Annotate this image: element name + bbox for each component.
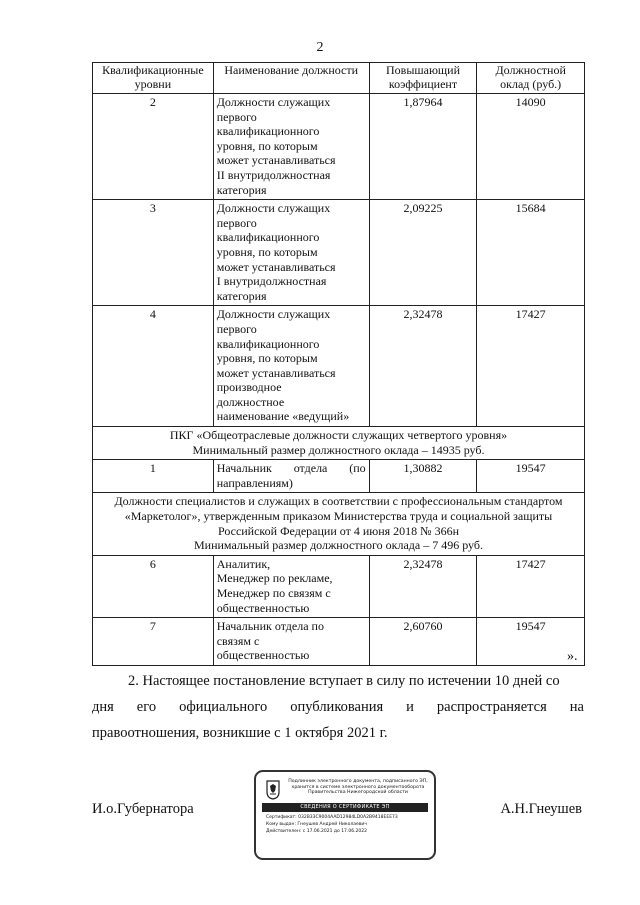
paragraph-line: 2. Настоящее постановление вступает в силу по истечении 10 дней со bbox=[128, 673, 560, 689]
stamp-title: СВЕДЕНИЯ О СЕРТИФИКАТЕ ЭП bbox=[262, 803, 428, 812]
salary-cell: 19547 bbox=[477, 618, 585, 666]
section-pkg-heading: ПКГ «Общеотраслевые должности служащих четвертого уровня» Минимальный размер должностного оклада – 14935 руб. bbox=[93, 427, 585, 460]
coat-of-arms-icon bbox=[266, 780, 280, 800]
table-row bbox=[93, 555, 585, 617]
salary-cell: 17427 bbox=[477, 555, 585, 617]
salary-table bbox=[92, 62, 585, 666]
paragraph-line: дня его официального опубликования и распространяется на bbox=[92, 699, 584, 715]
header-levels: Квалификационные уровни bbox=[93, 63, 214, 94]
paragraph-line: правоотношения, возникшие с 1 октября 2021 г. bbox=[92, 725, 388, 741]
coefficient-cell: 2,32478 bbox=[369, 306, 477, 427]
table-row bbox=[93, 200, 585, 306]
coefficient-cell: 2,32478 bbox=[369, 555, 477, 617]
header-salary: Должностной оклад (руб.) bbox=[477, 63, 585, 94]
certificate-validity: Действителен: с 17.06.2021 до 17.06.2022 bbox=[266, 829, 367, 834]
stamp-info bbox=[266, 814, 431, 835]
paragraph-2 bbox=[92, 668, 584, 746]
level-cell: 7 bbox=[93, 618, 214, 666]
position-cell: Должности служащих первого квалификационного уровня, по которым может устанавливаться I внутридолжностная категория bbox=[213, 200, 369, 306]
position-cell: Аналитик, Менеджер по рекламе, Менеджер по связям с общественностью bbox=[213, 555, 369, 617]
position-cell: Начальник отдела (по направлениям) bbox=[213, 460, 369, 493]
salary-cell: 15684 bbox=[477, 200, 585, 306]
section-row bbox=[93, 493, 585, 555]
salary-cell: 19547 bbox=[477, 460, 585, 493]
table-row bbox=[93, 460, 585, 493]
table-row bbox=[93, 94, 585, 200]
page-number: 2 bbox=[316, 40, 324, 55]
signatory-title: И.о.Губернатора bbox=[92, 801, 194, 817]
signatory-name: А.Н.Гнеушев bbox=[500, 801, 582, 817]
level-cell: 4 bbox=[93, 306, 214, 427]
level-cell: 1 bbox=[93, 460, 214, 493]
closing-quote: ». bbox=[567, 649, 578, 664]
header-position: Наименование должности bbox=[213, 63, 369, 94]
table-row bbox=[93, 306, 585, 427]
coefficient-cell: 2,09225 bbox=[369, 200, 477, 306]
level-cell: 3 bbox=[93, 200, 214, 306]
table-row bbox=[93, 618, 585, 666]
level-cell: 2 bbox=[93, 94, 214, 200]
certificate-number: Сертификат: 032B33C9004AAD12984LD0A2B9418EEE73 bbox=[266, 815, 398, 820]
coefficient-cell: 1,87964 bbox=[369, 94, 477, 200]
salary-cell: 17427 bbox=[477, 306, 585, 427]
table-header-row bbox=[93, 63, 585, 94]
position-cell: Должности служащих первого квалификационного уровня, по которым может устанавливаться производное должностное наименование «ведущий» bbox=[213, 306, 369, 427]
coefficient-cell: 1,30882 bbox=[369, 460, 477, 493]
level-cell: 6 bbox=[93, 555, 214, 617]
stamp-header: Подлинник электронного документа, подписанного ЭП, хранится в системе электронного документооборота Правительства Нижегородской области bbox=[288, 779, 428, 796]
section-row bbox=[93, 427, 585, 460]
position-cell: Начальник отдела по связям с общественностью bbox=[213, 618, 369, 666]
header-coefficient: Повышающий коэффициент bbox=[369, 63, 477, 94]
salary-cell: 14090 bbox=[477, 94, 585, 200]
certificate-owner: Кому выдан: Гнеушев Андрей Николаевич bbox=[266, 822, 368, 827]
position-cell: Должности служащих первого квалификационного уровня, по которым может устанавливаться II внутридолжностная категория bbox=[213, 94, 369, 200]
section-specialists-heading: Должности специалистов и служащих в соответствии с профессиональным стандартом «Маркетолог», утвержденным приказом Министерства труда и социальной защиты Российской Федерации от 4 июня 2018 № 366н Минимальный размер должностного оклада – 7 496 руб. bbox=[93, 493, 585, 555]
coefficient-cell: 2,60760 bbox=[369, 618, 477, 666]
electronic-signature-stamp bbox=[254, 770, 436, 860]
